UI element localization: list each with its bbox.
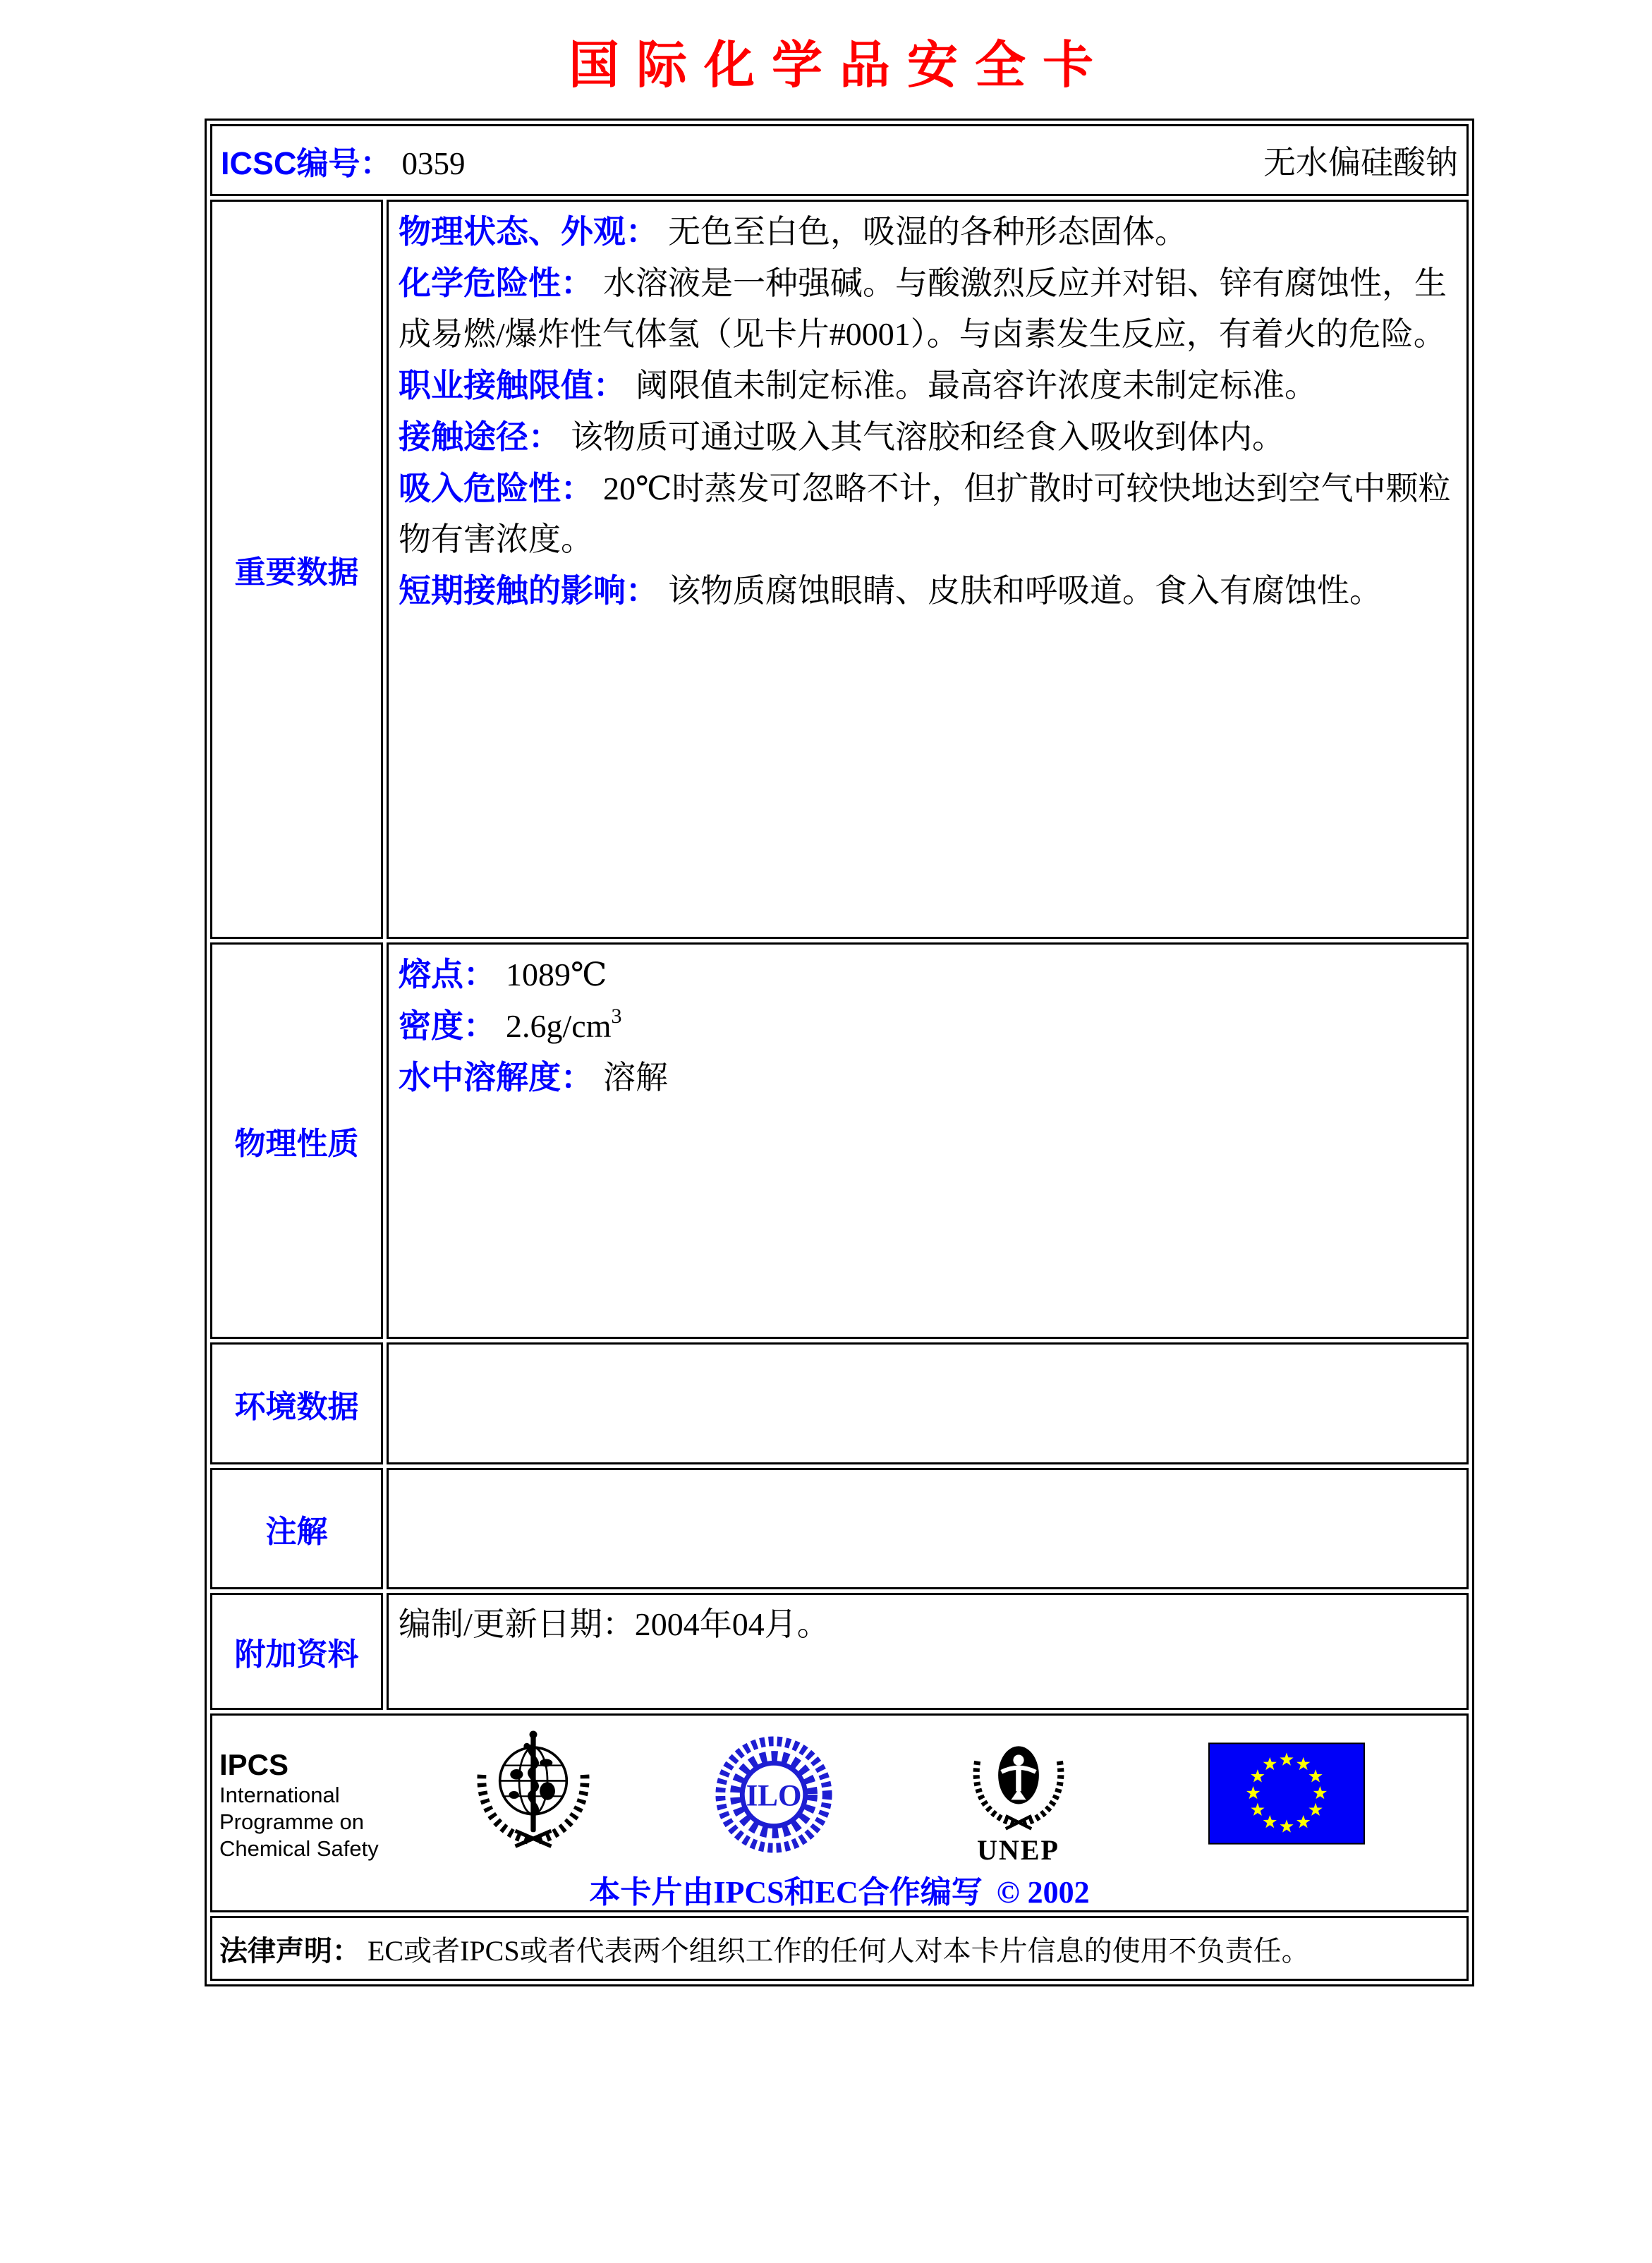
item-exposure-route-text: 该物质可通过吸入其气溶胶和经食入吸收到体内。 (571, 419, 1284, 455)
item-physical-state (399, 206, 1457, 257)
important-data-row (210, 200, 1469, 939)
item-exposure-route-label: 接触途径： (399, 418, 561, 455)
solubility-line (399, 1052, 1457, 1103)
melting-point-label: 熔点： (399, 956, 496, 993)
solubility-value: 溶解 (603, 1060, 668, 1096)
item-physical-state-label: 物理状态、外观： (399, 213, 658, 250)
legal-text: EC或者IPCS或者代表两个组织工作的任何人对本卡片信息的使用不负责任。 (368, 1934, 1310, 1967)
ilo-logo-text: ILO (746, 1779, 802, 1813)
additional-info-content (387, 1593, 1469, 1710)
notes-row (210, 1468, 1469, 1589)
density-label: 密度： (399, 1007, 496, 1044)
additional-info-row (210, 1593, 1469, 1710)
update-date-line (399, 1599, 1457, 1650)
item-chemical-danger (399, 257, 1457, 360)
header-cell (210, 124, 1469, 196)
item-exposure-limit (399, 360, 1457, 411)
unep-logo-text: UNEP (977, 1834, 1059, 1866)
environmental-data-row (210, 1342, 1469, 1464)
icsc-card-table (205, 119, 1474, 1986)
density-value: 2.6g/cm (506, 1008, 612, 1044)
unep-logo-icon (963, 1727, 1074, 1834)
ipcs-line-1: International (219, 1783, 340, 1807)
item-chemical-danger-label: 化学危险性： (399, 265, 593, 301)
page-title: 国际化学品安全卡 (568, 35, 1110, 95)
legal-row (210, 1916, 1469, 1981)
important-data-content (387, 200, 1469, 939)
legal-cell (210, 1916, 1469, 1981)
ipcs-acronym: IPCS (219, 1748, 289, 1781)
ipcs-block (219, 1748, 379, 1862)
section-label-physical-properties: 物理性质 (210, 942, 383, 1339)
item-exposure-route (399, 411, 1457, 463)
credit-line (212, 1867, 1466, 1912)
legal-label: 法律声明： (219, 1935, 360, 1967)
notes-content (387, 1468, 1469, 1589)
update-date-value: 2004年04月。 (634, 1606, 830, 1642)
solubility-label: 水中溶解度： (399, 1059, 593, 1096)
item-exposure-limit-label: 职业接触限值： (399, 367, 626, 404)
section-label-additional-info: 附加资料 (210, 1593, 383, 1710)
item-chemical-danger-text: 水溶液是一种强碱。与酸激烈反应并对铝、锌有腐蚀性，生成易燃/爆炸性气体氢（见卡片#0001）。与卤素发生反应，有着火的危险。 (399, 265, 1447, 352)
icsc-number-group (221, 138, 466, 183)
eu-flag-icon (1208, 1742, 1365, 1845)
density-line (399, 1000, 1457, 1052)
icsc-number-value: 0359 (401, 145, 466, 181)
melting-point-value: 1089℃ (506, 957, 607, 993)
melting-point-line (399, 949, 1457, 1000)
ilo-logo-icon (713, 1734, 834, 1855)
section-label-notes: 注解 (210, 1468, 383, 1589)
copyright-text: © 2002 (996, 1875, 1090, 1910)
ipcs-line-3: Chemical Safety (219, 1836, 379, 1861)
item-short-term-effects-text: 该物质腐蚀眼睛、皮肤和呼吸道。食入有腐蚀性。 (668, 573, 1382, 609)
chemical-name: 无水偏硅酸钠 (1263, 145, 1458, 181)
who-logo-icon (469, 1727, 597, 1855)
icsc-number-label: ICSC编号： (221, 145, 392, 181)
item-inhalation-risk-text: 20℃时蒸发可忽略不计，但扩散时可较快地达到空气中颗粒物有害浓度。 (399, 471, 1451, 557)
header-row (210, 124, 1469, 196)
update-date-label: 编制/更新日期： (399, 1606, 635, 1642)
physical-properties-content (387, 942, 1469, 1339)
physical-properties-row (210, 942, 1469, 1339)
logos-row (210, 1713, 1469, 1912)
item-physical-state-text: 无色至白色，吸湿的各种形态固体。 (668, 214, 1187, 250)
ipcs-line-2: Programme on (219, 1809, 365, 1834)
section-label-important-data: 重要数据 (210, 200, 383, 939)
environmental-data-content (387, 1342, 1469, 1464)
credit-text: 本卡片由IPCS和EC合作编写 (589, 1875, 983, 1910)
item-inhalation-risk (399, 463, 1457, 565)
logos-cell (210, 1713, 1469, 1912)
item-short-term-effects-label: 短期接触的影响： (399, 572, 658, 609)
item-inhalation-risk-label: 吸入危险性： (399, 470, 593, 506)
unep-block (960, 1727, 1076, 1867)
item-short-term-effects (399, 565, 1457, 617)
section-label-environmental-data: 环境数据 (210, 1342, 383, 1464)
density-superscript: 3 (611, 1004, 622, 1028)
item-exposure-limit-text: 阈限值未制定标准。最高容许浓度未制定标准。 (636, 368, 1317, 404)
